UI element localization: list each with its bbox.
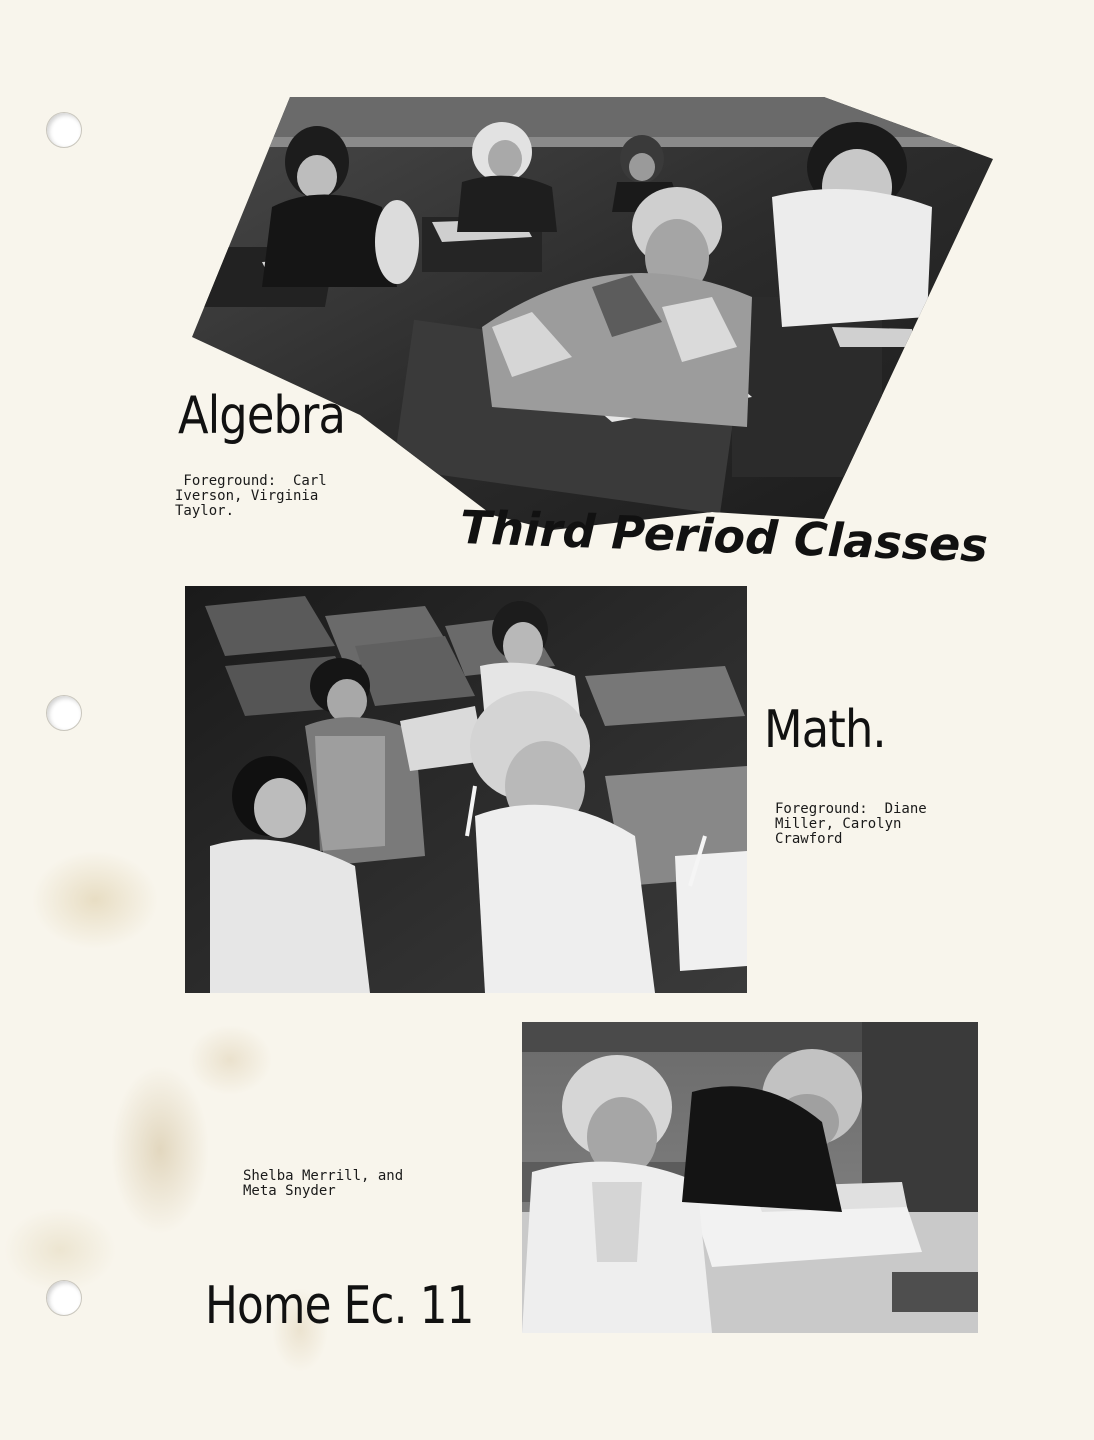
- algebra-class-photo: [192, 97, 993, 530]
- binder-hole-middle: [46, 695, 82, 731]
- math-caption: Foreground: Diane Miller, Carolyn Crawford: [775, 801, 927, 847]
- math-class-photo: [185, 586, 747, 993]
- math-title: Math.: [764, 700, 886, 760]
- home-ec-caption: Shelba Merrill, and Meta Snyder: [243, 1168, 404, 1199]
- algebra-caption: Foreground: Carl Iverson, Virginia Taylor.: [175, 473, 327, 519]
- home-ec-title: Home Ec. 11: [205, 1276, 474, 1336]
- binder-hole-top: [46, 112, 82, 148]
- algebra-title: Algebra: [178, 386, 346, 446]
- binder-hole-bottom: [46, 1280, 82, 1316]
- page-headline: Third Period Classes: [459, 500, 989, 573]
- home-ec-class-photo: [522, 1022, 978, 1333]
